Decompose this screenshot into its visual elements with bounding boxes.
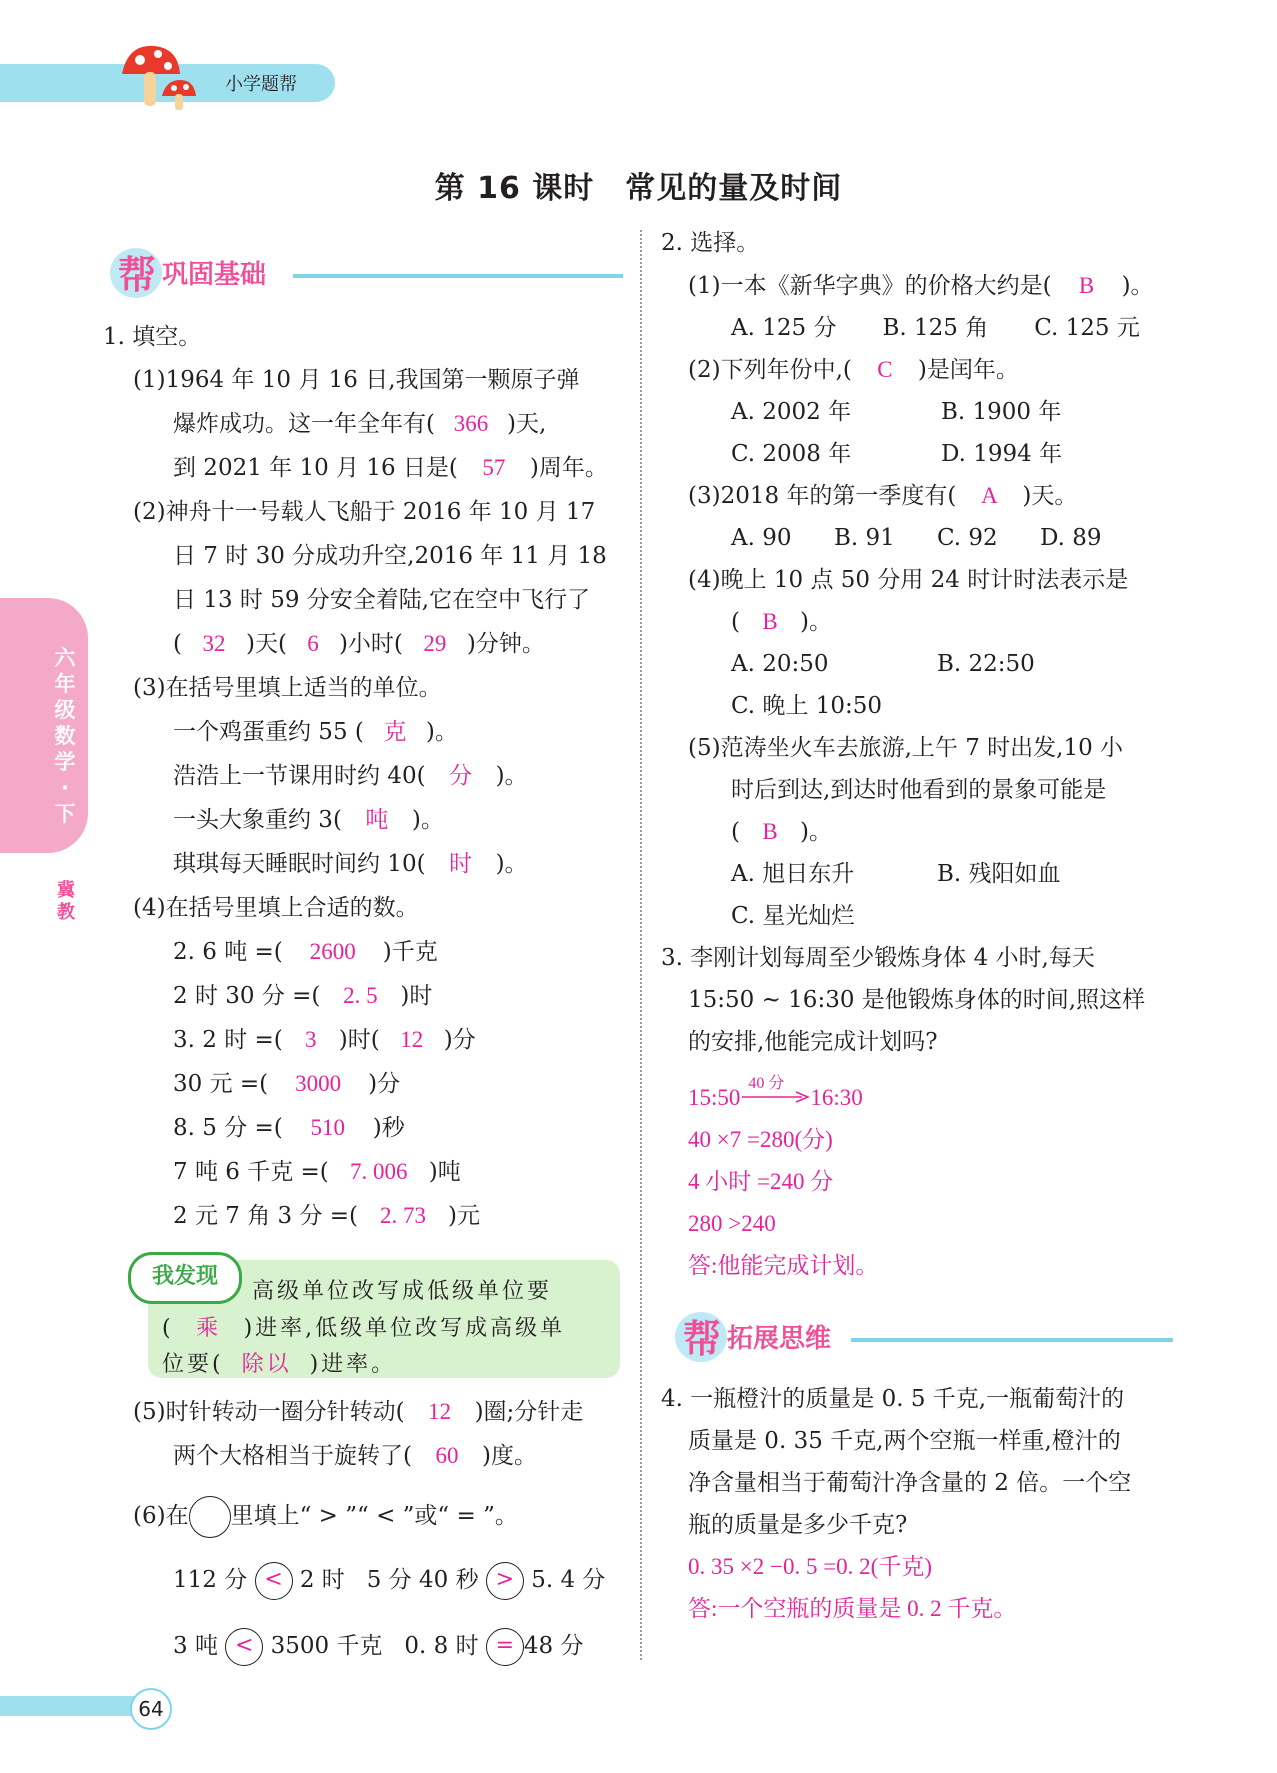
text: 里填上“ > ”“ < ”或“ = ”。 [230,1503,518,1529]
text: )圈;分针走 [474,1399,584,1425]
text: 3 吨 [173,1633,218,1659]
compare-circle: < [255,1562,293,1600]
option: B. 125 角 [882,315,989,341]
q1-p4-line1: (4)在括号里填上合适的数。 [133,895,419,921]
q1-p3-row3 [173,805,444,835]
q4-line1: 4. 一瓶橙汁的质量是 0. 5 千克,一瓶葡萄汁的 [661,1386,1125,1412]
text: )天( [245,631,287,657]
text: 3. 2 时 =( [173,1027,283,1053]
answer: 3 [305,1027,317,1052]
text: 浩浩上一节课用时约 40( [173,763,426,789]
option: C. 92 [937,525,998,551]
tip-line3 [162,1349,396,1380]
q3-answer: 答:他能完成计划。 [688,1253,879,1278]
text: )。 [495,851,528,877]
option: B. 22:50 [937,651,1035,677]
text: 8. 5 分 =( [173,1115,283,1141]
q1-p3-row4 [173,849,528,879]
text: )进率,低级单位改写成高级单 [243,1316,566,1341]
arrow-icon [740,1075,810,1113]
q2-s1-options [731,313,1140,343]
q2-s2-options [731,439,1062,469]
q3-line3: 的安排,他能完成计划吗? [688,1029,938,1055]
text: 2 时 30 分 =( [173,983,321,1009]
q1-p1-line3 [173,453,608,483]
text: 0. 8 时 [404,1633,479,1659]
q1-p5-line2 [173,1441,537,1471]
section-header-basic [118,244,623,300]
q1-p4-row [173,1069,400,1099]
answer: B [762,819,778,844]
answer: 吨 [365,807,389,832]
q2-s2-stem [688,355,1019,385]
text: )小时( [338,631,403,657]
text: )周年。 [529,455,608,481]
text: 2 元 7 角 3 分 =( [173,1203,359,1229]
text: (3)2018 年的第一季度有( [688,483,957,509]
text: ( [731,819,740,845]
text: )分钟。 [466,631,545,657]
text: 2 时 [299,1567,345,1593]
text: 5 分 40 秒 [366,1567,479,1593]
q1-p4-row [173,981,432,1011]
section-header-extend [683,1308,1173,1364]
text: )吨 [428,1159,461,1185]
option: B. 1900 年 [941,399,1062,425]
q1-p3-line1: (3)在括号里填上适当的单位。 [133,675,442,701]
q2-s4-answer [731,607,832,637]
page-number-band [0,1696,150,1716]
answer: 510 [310,1115,346,1140]
q2-s2-options [731,397,1061,427]
text: )分 [443,1027,476,1053]
q4-line3: 净含量相当于葡萄汁净含量的 2 倍。一个空 [688,1470,1132,1496]
option: B. 91 [834,525,895,551]
q2-s4-option-c: C. 晚上 10:50 [731,693,882,719]
text: )。 [799,819,832,845]
text: 位要( [162,1352,224,1377]
compare-circle: = [486,1628,524,1666]
brand-label: 小学题帮 [225,74,297,95]
side-tab-grade: 六年级数学·下 [54,646,76,826]
q2-s3-options [731,523,1102,553]
answer: 2. 5 [343,983,378,1008]
text: )时 [400,983,433,1009]
page-title: 第 16 课时 常见的量及时间 [434,171,843,206]
q3-step1 [688,1075,863,1113]
option: C. 125 元 [1034,315,1140,341]
text: 112 分 [173,1567,248,1593]
q1-p2-line2: 日 7 时 30 分成功升空,2016 年 11 月 18 [173,543,607,569]
q2-s5-line1: (5)范涛坐火车去旅游,上午 7 时出发,10 小 [688,735,1124,761]
option: B. 残阳如血 [937,861,1061,887]
answer: 12 [400,1027,424,1052]
q3-step2: 40 ×7 =280(分) [688,1127,833,1152]
q1-p2-line4 [173,629,545,659]
answer: A [981,483,998,508]
text: 30 元 =( [173,1071,269,1097]
text: )千克 [382,939,438,965]
q1-p3-row1 [173,717,458,747]
column-divider [640,230,642,1660]
answer: 2600 [309,939,356,964]
q1-p3-row2 [173,761,528,791]
q2-s4-stem: (4)晚上 10 点 50 分用 24 时计时法表示是 [688,567,1129,593]
text: ( [731,609,740,635]
option: A. 20:50 [731,651,829,677]
q1-p4-row [173,1157,461,1187]
compare-circle: > [486,1562,524,1600]
text: 5. 4 分 [531,1567,606,1593]
answer: 除以 [241,1351,292,1376]
q1-p2-line3: 日 13 时 59 分安全着陆,它在空中飞行了 [173,587,591,613]
text: (5)时针转动一圈分针转动( [133,1399,405,1425]
q3-step4: 280 >240 [688,1211,776,1236]
option: A. 旭日东升 [731,861,855,887]
answer: 时 [449,851,473,876]
right-arrow-icon [740,1091,810,1103]
text: (1)一本《新华字典》的价格大约是( [688,273,1052,299]
q2-s5-options [731,859,1061,889]
option: A. 90 [731,525,792,551]
answer: 6 [307,631,319,656]
q3-line2: 15:50 ~ 16:30 是他锻炼身体的时间,照这样 [688,987,1146,1013]
answer: 60 [435,1443,459,1468]
text: 琪琪每天睡眠时间约 10( [173,851,426,877]
page-number: 64 [130,1688,172,1730]
option: D. 1994 年 [941,441,1063,467]
text: )元 [448,1203,480,1229]
text: 2. 6 吨 =( [173,939,283,965]
text: )进率。 [309,1352,397,1377]
answer: C [877,357,893,382]
option: D. 89 [1040,525,1102,551]
text: ( [173,631,182,657]
q2-s1-stem [688,271,1154,301]
text: 爆炸成功。这一年全年有( [173,411,435,437]
text: 两个大格相当于旋转了( [173,1443,412,1469]
q2-heading: 2. 选择。 [661,230,760,256]
text: 7 吨 6 千克 =( [173,1159,329,1185]
q1-p4-row [173,1201,480,1231]
q2-s5-option-c: C. 星光灿烂 [731,903,855,929]
text: 到 2021 年 10 月 16 日是( [173,455,458,481]
compare-circle: < [225,1628,263,1666]
answer: B [1078,273,1095,298]
tip-line1: 高级单位改写成低级单位要 [252,1279,553,1304]
text: ( [162,1316,174,1341]
text: 一头大象重约 3( [173,807,342,833]
section-bang: 帮 [683,1317,722,1361]
text: )度。 [481,1443,537,1469]
text: )是闰年。 [917,357,1019,383]
answer: 3000 [295,1071,342,1096]
text: 16:30 [810,1085,863,1110]
text: )天。 [1022,483,1078,509]
text: )。 [495,763,528,789]
answer: 7. 006 [350,1159,408,1184]
q1-p6-line1 [133,1496,518,1538]
answer: 57 [482,455,506,480]
answer: 366 [453,411,489,436]
answer: 29 [423,631,447,656]
q1-p4-row [173,1025,476,1055]
text: )天, [506,411,547,437]
q2-s3-stem [688,481,1077,511]
q1-p1-line2 [173,409,546,439]
text: )时( [338,1027,380,1053]
text: 48 分 [523,1633,584,1659]
q2-s5-line2: 时后到达,到达时他看到的景象可能是 [731,777,1107,803]
text: )。 [425,719,458,745]
option: A. 2002 年 [731,399,852,425]
section-title: 巩固基础 [162,260,267,290]
q1-p6-compare-row [173,1562,605,1600]
text: )。 [1121,273,1154,299]
text: )秒 [372,1115,405,1141]
answer: B [762,609,778,634]
q1-p4-row [173,937,438,967]
q1-p1-line1: (1)1964 年 10 月 16 日,我国第一颗原子弹 [133,367,580,393]
section-rule [851,1338,1173,1342]
q1-p6-compare-row [173,1628,583,1666]
q4-step1: 0. 35 ×2 −0. 5 =0. 2(千克) [688,1554,932,1579]
q4-line2: 质量是 0. 35 千克,两个空瓶一样重,橙汁的 [688,1428,1121,1454]
answer: 32 [202,631,226,656]
q2-s4-options [731,649,1035,679]
answer: 12 [428,1399,452,1424]
text: )。 [411,807,444,833]
text: (6)在 [133,1503,189,1529]
text: (2)下列年份中,( [688,357,852,383]
mushroom-icon [118,40,198,112]
q1-p2-line1: (2)神舟十一号载人飞船于 2016 年 10 月 17 [133,499,596,525]
q3-line1: 3. 李刚计划每周至少锻炼身体 4 小时,每天 [661,945,1095,971]
text: 3500 千克 [270,1633,383,1659]
option: A. 125 分 [731,315,837,341]
arrow-label: 40 分 [748,1075,785,1092]
answer: 2. 73 [380,1203,427,1228]
q1-p4-row [173,1113,405,1143]
q3-step3: 4 小时 =240 分 [688,1169,834,1194]
answer: 克 [383,719,407,744]
answer: 乘 [196,1315,222,1340]
q1-p5-line1 [133,1397,583,1427]
q2-s5-answer [731,817,832,847]
tip-badge: 我发现 [128,1252,242,1304]
side-tab-publisher: 冀教 [57,880,75,923]
empty-circle [189,1496,231,1538]
q4-line4: 瓶的质量是多少千克? [688,1512,908,1538]
text: )分 [368,1071,401,1097]
section-rule [293,274,623,278]
text: 一个鸡蛋重约 55 ( [173,719,364,745]
section-bang: 帮 [118,253,157,297]
text: )。 [799,609,832,635]
text: 15:50 [688,1085,741,1110]
tip-line2 [162,1313,565,1344]
option: C. 2008 年 [731,441,852,467]
q4-answer: 答:一个空瓶的质量是 0. 2 千克。 [688,1596,1017,1621]
section-title: 拓展思维 [727,1324,832,1354]
answer: 分 [449,763,473,788]
q1-heading: 1. 填空。 [103,324,202,350]
